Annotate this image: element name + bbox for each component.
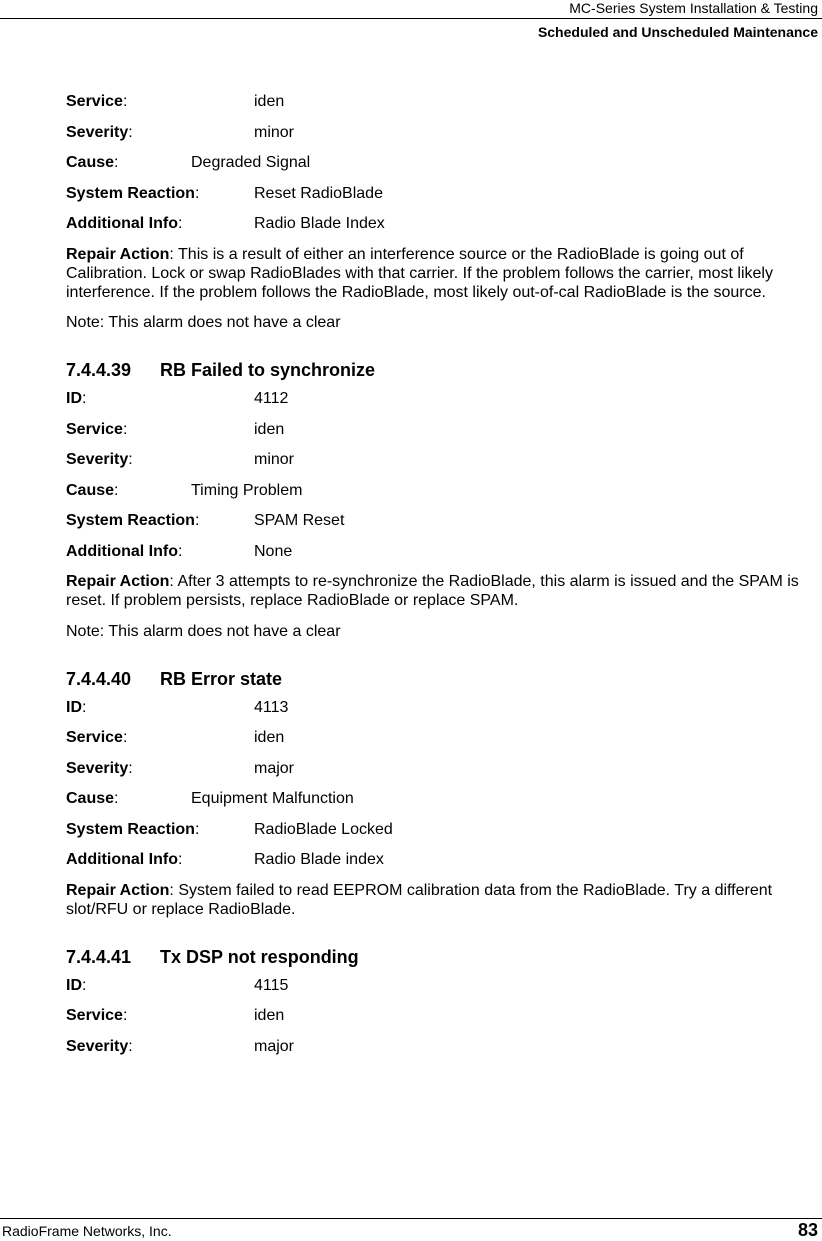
field-service: Service: iden bbox=[66, 729, 285, 746]
header-rule bbox=[0, 18, 822, 19]
field-severity: Severity: minor bbox=[66, 451, 295, 468]
field-additional-info: Additional Info: None bbox=[66, 542, 293, 560]
section-heading: 7.4.4.41 Tx DSP not responding bbox=[66, 946, 359, 967]
section-heading: 7.4.4.40 RB Error state bbox=[66, 668, 283, 689]
field-id: ID: 4112 bbox=[66, 390, 289, 407]
running-header-title: MC-Series System Installation & Testing bbox=[569, 0, 818, 16]
field-service: Service: iden bbox=[66, 1007, 285, 1024]
note: Note: This alarm does not have a clear bbox=[66, 314, 341, 331]
field-severity: Severity: major bbox=[66, 759, 295, 777]
page-number: 83 bbox=[797, 1220, 818, 1240]
field-repair-action: Repair Action: System failed to read EEPROM calibration data from the RadioBlade. Try a different slot/RFU or replace RadioBlade. bbox=[66, 881, 773, 918]
field-system-reaction: System Reaction: Reset RadioBlade bbox=[66, 184, 383, 202]
field-system-reaction: System Reaction: RadioBlade Locked bbox=[66, 820, 393, 838]
field-repair-action: Repair Action: This is a result of either an interference source or the RadioBlade is going out of Calibration. Lock or swap RadioBlades with that carrier. If the problem follows the carrier, most likely interference. If the problem follows the RadioBlade, most likely out-of-cal RadioBlade is the source. bbox=[66, 245, 773, 301]
field-severity: Severity: major bbox=[66, 1037, 295, 1055]
page-content bbox=[66, 92, 816, 1067]
field-severity: Severity: minor bbox=[66, 123, 295, 141]
section-heading: 7.4.4.39 RB Failed to synchronize bbox=[66, 360, 376, 380]
field-repair-action: Repair Action: After 3 attempts to re-synchronize the RadioBlade, this alarm is issued and the SPAM is reset. If problem persists, replace RadioBlade or replace SPAM. bbox=[66, 573, 799, 609]
field-id: ID: 4113 bbox=[66, 698, 289, 716]
field-id: ID: 4115 bbox=[66, 976, 289, 994]
field-cause: Cause: Equipment Malfunction bbox=[66, 790, 354, 807]
field-cause: Cause: Timing Problem bbox=[66, 481, 303, 499]
note: Note: This alarm does not have a clear bbox=[66, 622, 341, 640]
field-service: Service: iden bbox=[66, 93, 285, 110]
field-additional-info: Additional Info: Radio Blade Index bbox=[66, 215, 385, 232]
running-header-subtitle: Scheduled and Unscheduled Maintenance bbox=[537, 24, 818, 40]
field-cause: Cause: Degraded Signal bbox=[66, 154, 311, 171]
footer-company: RadioFrame Networks, Inc. bbox=[2, 1223, 172, 1239]
field-service: Service: iden bbox=[66, 420, 285, 438]
field-additional-info: Additional Info: Radio Blade index bbox=[66, 851, 384, 868]
field-system-reaction: System Reaction: SPAM Reset bbox=[66, 512, 345, 529]
footer-rule bbox=[0, 1218, 822, 1219]
